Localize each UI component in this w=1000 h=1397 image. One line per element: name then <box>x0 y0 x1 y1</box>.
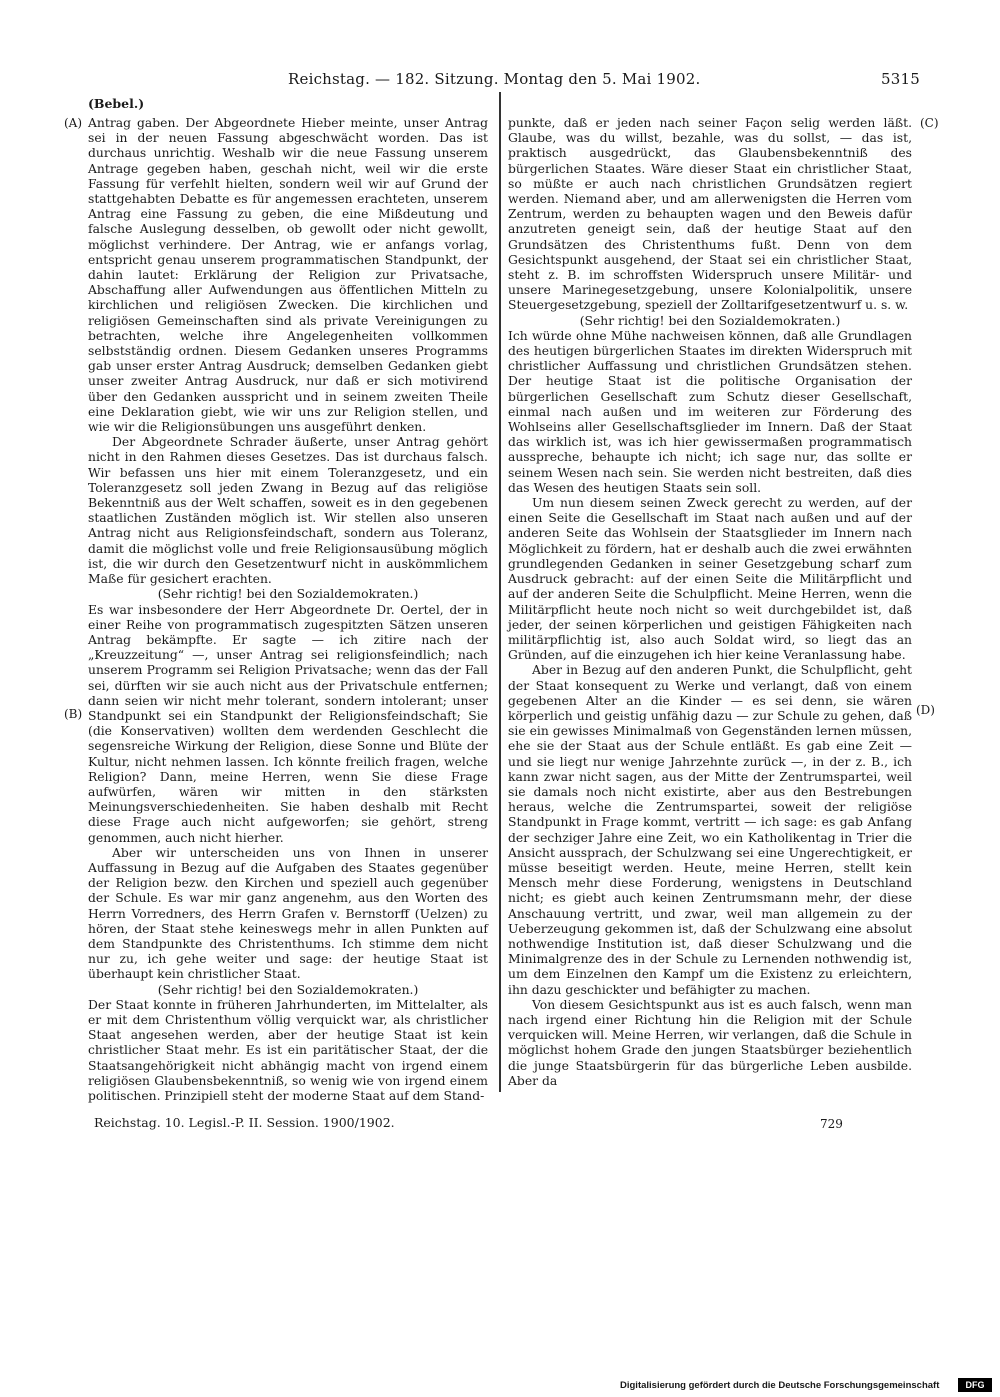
margin-marker-b: (B) <box>64 707 83 721</box>
page-number: 5315 <box>881 70 920 88</box>
footer-sheet-number: 729 <box>820 1117 843 1131</box>
paragraph: Ich würde ohne Mühe nachweisen können, daß alle Grundlagen des heutigen bürgerlichen Staates im direkten Widerspruch mit christlicher Auffassung und christlichen Grundsätzen stehen. Der heutige Staat ist die politische Organisation der bürgerlichen Gesellschaft zum Schutz dieser Gesellschaft, einmal nach außen und im weiteren zur Förderung des Wohlseins aller Gesellschaftsglieder im Innern. Daß der Staat das wirklich ist, was ich hier gewissermaßen programmatisch ausspreche, behaupte ich nicht; ich sage nur, das sollte er seinem Wesen nach sein. Sie werden nicht bestreiten, daß dies das Wesen des heutigen Staats sein soll. <box>508 328 912 495</box>
paragraph: punkte, daß er jeden nach seiner Façon selig werden läßt. Glaube, was du willst, bezahle, was du sollst, — das ist, praktisch ausgedrückt, das Glaubensbekenntniß des bürgerlichen Staates. Wäre dieser Staat ein christlicher Staat, so müßte er auch nach christlichen Grundsätzen regiert werden. Niemand aber, und am allerwenigsten die Herren vom Zentrum, werden zu behaupten wagen und den Beweis dafür anzutreten geneigt sein, daß der heutige Staat auf den Grundsätzen des Christenthums fußt. Denn von dem Gesichtspunkt ausgehend, der Staat sei ein christlicher Staat, steht z. B. im schroffsten Widerspruch unsere Militär- und unsere Marinegesetzgebung, unsere Kolonialpolitik, unsere Steuergesetzgebung, speziell der Zolltarifgesetzentwurf u. s. w. <box>508 116 912 313</box>
speaker-name: (Bebel.) <box>88 96 145 111</box>
paragraph: Um nun diesem seinen Zweck gerecht zu werden, auf der einen Seite die Gesellschaft im Staat nach außen und auf der anderen Seite das Wohlsein der Staatsglieder im Innern nach Möglichkeit zu fördern, hat er deshalb auch die zwei erwähnten grundlegenden Gedanken in seiner Gesetzgebung scharf zum Ausdruck gebracht: auf der einen Seite die Militärpflicht und auf der anderen Seite die Schulpflicht. Meine Herren, wenn die Militärpflicht heute noch nicht so weit durchgebildet ist, daß jeder, der seinen körperlichen und geistigen Fähigkeiten nach militärpflichtig ist, also auch Soldat wird, so liegt das an Gründen, auf die einzugehen ich hier keine Veranlassung habe. <box>508 496 912 663</box>
interjection: (Sehr richtig! bei den Sozialdemokraten.) <box>579 313 841 328</box>
right-column <box>508 116 912 1089</box>
interjection: (Sehr richtig! bei den Sozialdemokraten.) <box>157 587 419 602</box>
page-header <box>88 70 920 92</box>
paragraph: Es war insbesondere der Herr Abgeordnete Dr. Oertel, der in einer Reihe von programmatisch zugespitzten Sätzen unseren Antrag bekämpfte. Er sagte — ich zitire nach der „Kreuzzeitung“ —, unser Antrag sei religionsfeindlich; nach unserem Programm sei Religion Privatsache; wenn das der Fall sei, dürften wir sie auch nicht aus der Privatschule entfernen; dann seien wir nicht mehr tolerant, sondern intolerant; unser Standpunkt sei ein Standpunkt der Religionsfeindschaft; Sie (die Konservativen) wollten dem werdenden Geschlecht die segensreiche Wirkung der Religion, diese Sonne und Blüte der Kultur, nicht nehmen lassen. Ich könnte freilich fragen, welche Religion? Dann, meine Herren, wenn Sie diese Frage aufwürfen, wären wir mitten in den stärksten Meinungsverschiedenheiten. Sie haben deshalb mit Recht diese Frage auch nicht aufgeworfen; sie gehört, streng genommen, auch nicht hierher. <box>88 602 488 845</box>
digitization-credit: Digitalisierung gefördert durch die Deutsche Forschungsgemeinschaft <box>620 1380 940 1391</box>
paragraph: Antrag gaben. Der Abgeordnete Hieber meinte, unser Antrag sei in der neuen Fassung abgeschwächt worden. Das ist durchaus unrichtig. Weshalb wir die neue Fassung unserem Antrage gegeben haben, geschah nicht, weil wir die erste Fassung für verfehlt hielten, sondern weil wir auf Grund der stattgehabten Debatte es für angemessen erachteten, unserem Antrag eine Fassung zu geben, die eine Mißdeutung und falsche Auslegung desselben, ob gewollt oder nicht gewollt, möglichst verhindere. Der Antrag, wie er anfangs vorlag, entspricht genau unserem programmatischen Standpunkt, der dahin lautet: Erklärung der Religion zur Privatsache, Abschaffung aller Aufwendungen aus öffentlichen Mitteln zu kirchlichen und religiösen Zwecken. Die kirchlichen und religiösen Gemeinschaften sind als private Vereinigungen zu betrachten, welche ihre Angelegenheiten vollkommen selbstständig ordnen. Diesem Gedanken unseres Programms gab unser erster Antrag Ausdruck; demselben Gedanken giebt unser zweiter Antrag Ausdruck, nur daß er sich motivirend über den Gedanken ausspricht und in seinem zweiten Theile eine Deklaration giebt, wie wir uns zur Religion stellen, und wie wir die Religionsübungen uns ausgeführt denken. <box>88 116 488 435</box>
paragraph: Der Staat konnte in früheren Jahrhunderten, im Mittelalter, als er mit dem Christenthum völlig verquickt war, als christlicher Staat angesehen werden, aber der heutige Staat ist kein christlicher Staat mehr. Es ist ein paritätischer Staat, der die Staatsangehörigkeit nicht abhängig macht von irgend einem religiösen Glaubensbekenntniß, so wenig wie von irgend einem politischen. Prinzipiell steht der moderne Staat auf dem Stand- <box>88 997 488 1103</box>
interjection: (Sehr richtig! bei den Sozialdemokraten.) <box>157 982 419 997</box>
left-column <box>88 116 488 1104</box>
running-title: Reichstag. — 182. Sitzung. Montag den 5. Mai 1902. <box>288 70 701 88</box>
paragraph: Aber wir unterscheiden uns von Ihnen in unserer Auffassung in Bezug auf die Aufgaben des Staates gegenüber der Religion bezw. den Kirchen und speziell auch gegenüber der Schule. Es war mir ganz angenehm, aus den Worten des Herrn Vorredners, des Herrn Grafen v. Bernstorff (Uelzen) zu hören, der Staat stehe keineswegs mehr in allen Punkten auf dem Standpunkte des Christenthums. Ich stimme dem nicht nur zu, ich gehe weiter und sage: der heutige Staat ist überhaupt kein christlicher Staat. <box>88 845 488 982</box>
paragraph: Aber in Bezug auf den anderen Punkt, die Schulpflicht, geht der Staat konsequent zu Werke und verlangt, daß von einem gegebenen Alter an die Kinder — es sei denn, sie wären körperlich und geistig unfähig dazu — zur Schule zu gehen, daß sie ein gewisses Minimalmaß von Gegenständen lernen müssen, ehe sie der Staat aus der Schule entläßt. Es gab eine Zeit — und sie liegt nur wenige Jahrzehnte zurück —, in der z. B., ich kann zwar nicht sagen, aus der Mitte der Zentrumspartei, weil sie damals noch nicht existirte, aber aus den Bestrebungen heraus, welche die Zentrumspartei, soweit der religiöse Standpunkt in Frage kommt, vertritt — ich sage: es gab Anfang der sechziger Jahre eine Zeit, wo ein Katholikentag in Trier die Ansicht aussprach, der Schulzwang sei eine Ungerechtigkeit, er müsse beseitigt werden. Heute, meine Herren, stellt kein Mensch mehr diese Forderung, wenigstens in Deutschland nicht; es giebt auch keinen Zentrumsmann mehr, der diese Anschauung vertritt, und zwar, weil man allgemein zu der Ueberzeugung gekommen ist, daß der Schulzwang eine absolut nothwendige Institution ist, daß dieser Schulzwang und die Minimalgrenze des in der Schule zu Lernenden nothwendig ist, um dem Einzelnen den Kampf um die Existenz zu erleichtern, ihn dazu geschickter und befähigter zu machen. <box>508 663 912 997</box>
column-divider <box>499 92 501 1092</box>
dfg-logo: DFG <box>958 1378 992 1392</box>
margin-marker-c: (C) <box>920 116 939 130</box>
margin-marker-a: (A) <box>64 116 83 130</box>
paragraph: Der Abgeordnete Schrader äußerte, unser Antrag gehört nicht in den Rahmen dieses Gesetzes. Das ist durchaus falsch. Wir befassen uns hier mit einem Toleranzgesetz, und ein Toleranzgesetz soll jeden Zwang in Bezug auf das religiöse Bekenntniß aus der Welt schaffen, soweit es in den gegebenen staatlichen Zuständen möglich ist. Wir stellen also unseren Antrag nicht aus Religionsfeindschaft, sondern aus Toleranz, damit die möglichst volle und freie Religionsausübung möglich ist, die wir durch den Gesetzentwurf nicht in auskömmlichem Maße für gesichert erachten. <box>88 435 488 587</box>
margin-marker-d: (D) <box>916 703 935 717</box>
footer-session: Reichstag. 10. Legisl.-P. II. Session. 1900/1902. <box>94 1115 395 1130</box>
paragraph: Von diesem Gesichtspunkt aus ist es auch falsch, wenn man nach irgend einer Richtung hin die Religion mit der Schule verquicken will. Meine Herren, wir verlangen, daß die Schule in möglichst hohem Grade den jungen Staatsbürger beziehentlich die junge Staatsbürgerin für das bürgerliche Leben ausbilde. Aber da <box>508 997 912 1088</box>
